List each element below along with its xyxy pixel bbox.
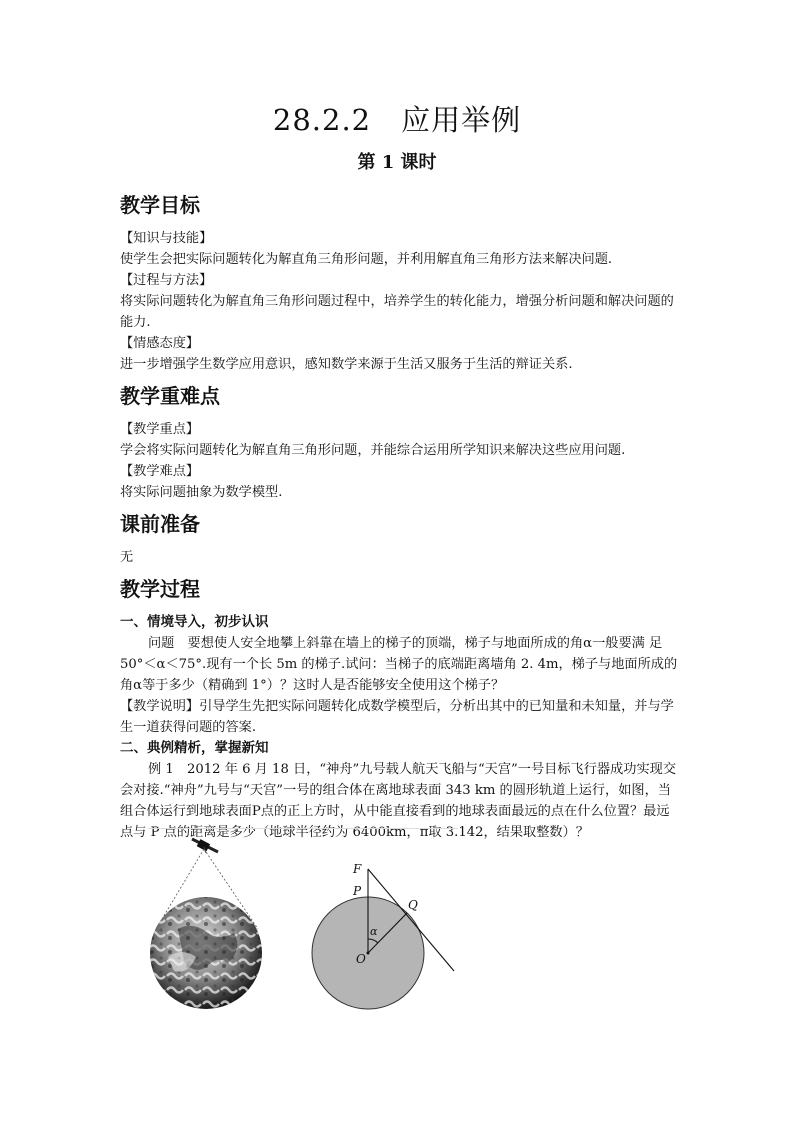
label-Q: Q <box>408 898 418 912</box>
document-body <box>120 184 680 843</box>
process-label: 【过程与方法】 <box>120 273 213 288</box>
label-P: P <box>353 884 362 898</box>
note-text: 【教学说明】引导学生先把实际问题转化成数学模型后，分析出其中的已知量和未知量，并与学生一道获得问题的答案. <box>120 699 674 735</box>
focus-text: 学会将实际问题转化为解直角三角形问题，并能综合运用所学知识来解决这些应用问题. <box>120 443 626 458</box>
example-text: 例 1 2012 年 6 月 18 日，“神舟”九号载人航天飞船与“天宫”一号目标飞行器成功实现交会对接.“神舟”九号与“天宫”一号的组合体在离地球表面 343 km 的圆形轨道上运行，如图，当组合体运行到地球表面P点的正上方时，从中能直接看到的地球表面最远的点在什么位置？最远点与 P 点的距离是多少（地球半径约为 6400km，π取 3.142，结果取整数）？ <box>120 762 677 840</box>
process-heading: 教学过程 <box>120 577 200 601</box>
difficulty-label: 【教学难点】 <box>120 464 200 479</box>
satellite-icon <box>192 839 218 853</box>
part2-title: 二、典例精析，掌握新知 <box>120 740 269 756</box>
figure-area <box>148 828 458 1010</box>
label-alpha: α <box>370 925 378 938</box>
process-text: 将实际问题转化为解直角三角形问题过程中，培养学生的转化能力，增强分析问题和解决问题的能力. <box>120 294 674 330</box>
page-title: 28.2.2 应用举例 <box>272 103 522 137</box>
focus-label: 【教学重点】 <box>120 422 200 437</box>
preparation-heading: 课前准备 <box>120 512 200 536</box>
label-F: F <box>353 862 362 876</box>
knowledge-text: 使学生会把实际问题转化为解直角三角形问题，并利用解直角三角形方法来解决问题. <box>120 252 613 267</box>
earth-image <box>150 897 262 1009</box>
figure-svg <box>148 828 458 1011</box>
page-subtitle: 第 1 课时 <box>357 152 437 173</box>
emotion-text: 进一步增强学生数学应用意识，感知数学来源于生活又服务于生活的辩证关系. <box>120 357 573 372</box>
geometry-diagram <box>312 869 454 1009</box>
knowledge-label: 【知识与技能】 <box>120 231 213 246</box>
label-O: O <box>356 952 366 966</box>
keypoints-heading: 教学重难点 <box>120 384 220 408</box>
difficulty-text: 将实际问题抽象为数学模型. <box>120 485 283 500</box>
preparation-text: 无 <box>120 550 134 565</box>
problem-text: 问题 要想使人安全地攀上斜靠在墙上的梯子的顶端，梯子与地面所成的角α一般要满 足 50°＜α＜75°.现有一个长 5m 的梯子.试问：当梯子的底端距离墙角 2. 4m，梯子与地面所成的角α等于多少（精确到 1°）？这时人是否能够安全使用这个梯子？ <box>120 636 678 693</box>
emotion-label: 【情感态度】 <box>120 336 200 351</box>
part1-title: 一、情境导入，初步认识 <box>120 614 269 630</box>
objectives-heading: 教学目标 <box>120 193 200 217</box>
